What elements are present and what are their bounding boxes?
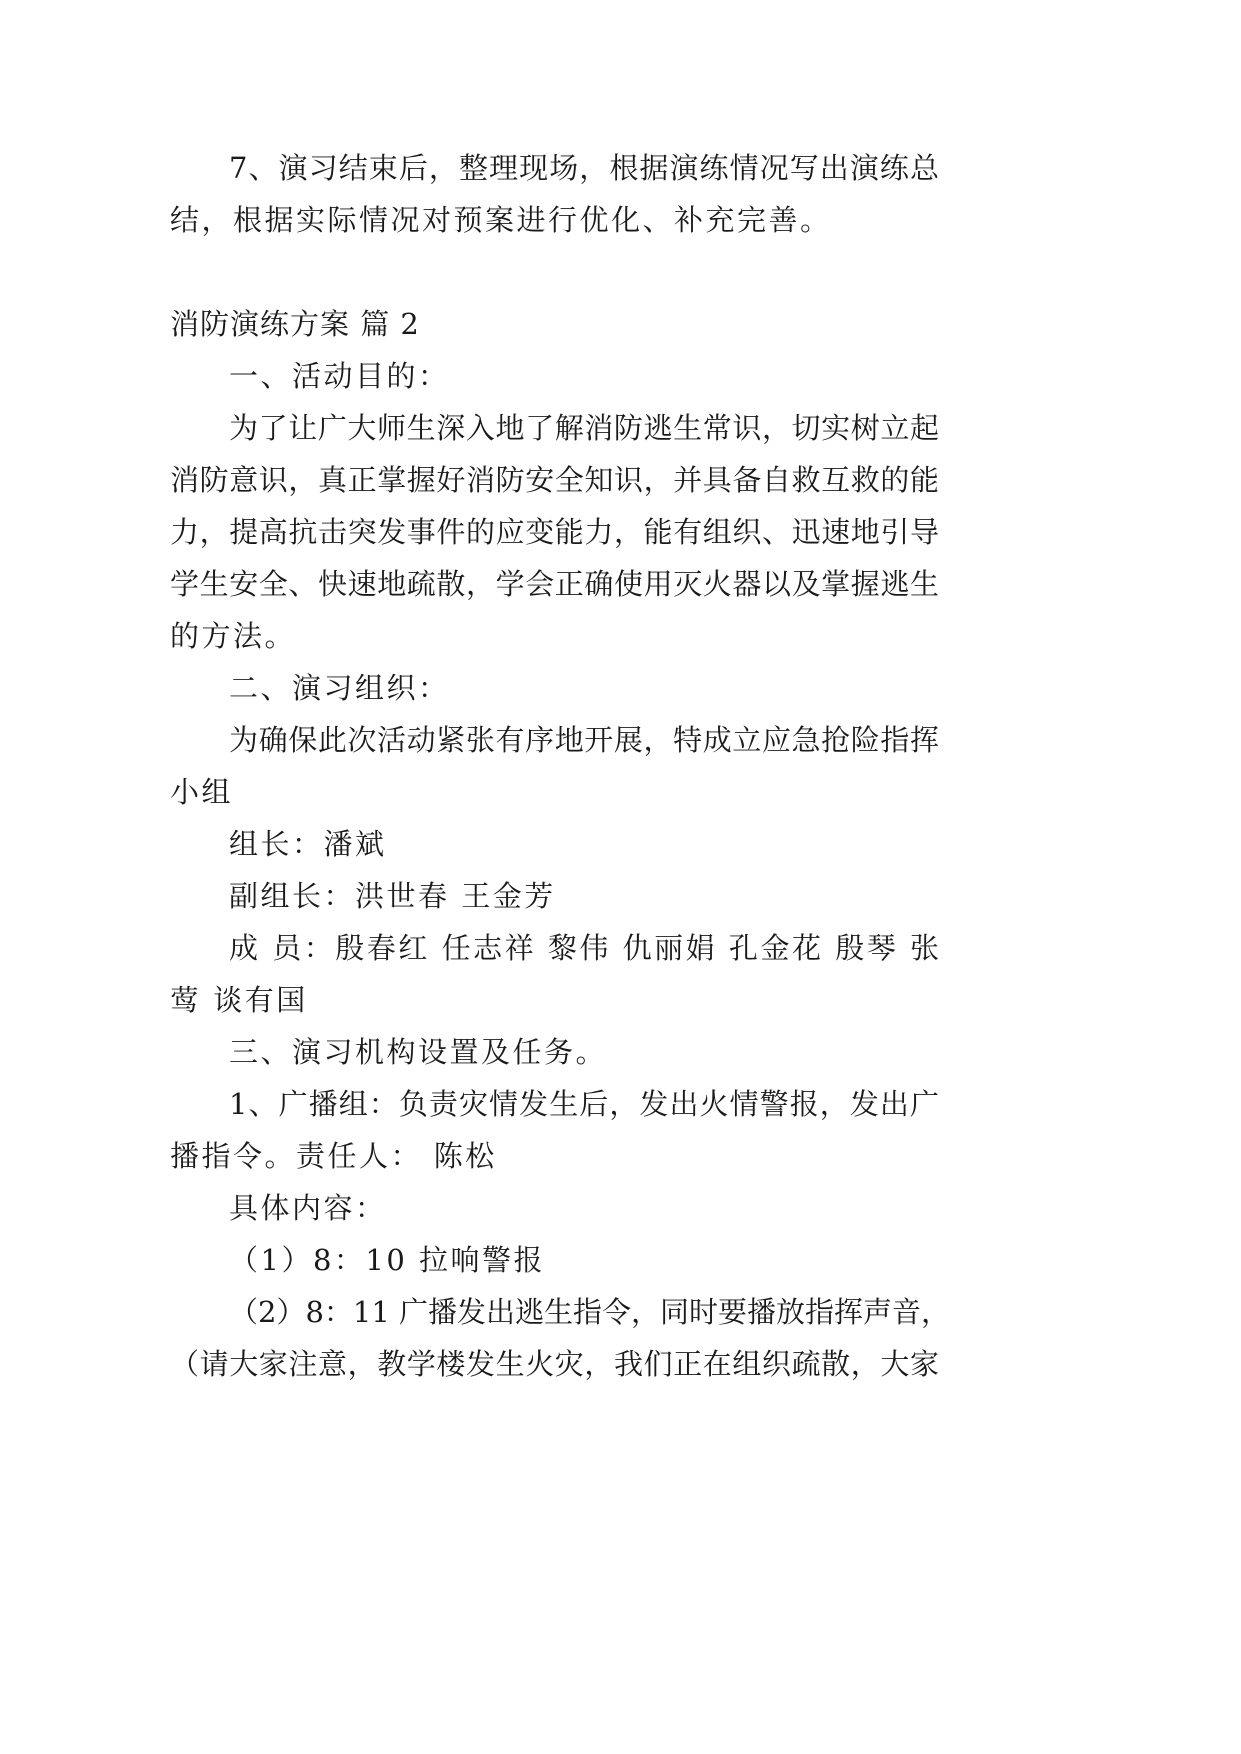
- broadcast-group-line-1: 1、广播组：负责灾情发生后，发出火情警报，发出广: [229, 1087, 939, 1121]
- members-line-2: 莺 谈有国: [170, 983, 308, 1017]
- paragraph-summary-line-1: 7、演习结束后，整理现场，根据演练情况写出演练总: [229, 151, 939, 185]
- leader-line: 组长：潘斌: [229, 827, 387, 861]
- deputy-leaders-line: 副组长：洪世春 王金芳: [229, 879, 556, 913]
- organization-body-line-1: 为确保此次活动紧张有序地开展，特成立应急抢险指挥: [229, 723, 939, 757]
- purpose-body-line-3: 力，提高抗击突发事件的应变能力，能有组织、迅速地引导: [170, 515, 939, 549]
- paragraph-summary-line-2: 结，根据实际情况对预案进行优化、补充完善。: [170, 203, 832, 237]
- organization-body-line-2: 小组: [170, 775, 234, 809]
- section-title: 消防演练方案 篇 2: [170, 307, 420, 341]
- organization-heading: 二、演习组织：: [229, 671, 450, 705]
- purpose-body-line-5: 的方法。: [170, 619, 297, 653]
- purpose-heading: 一、活动目的：: [229, 359, 450, 393]
- step-2-line-1: （2）8：11 广播发出逃生指令，同时要播放指挥声音，: [229, 1295, 951, 1329]
- purpose-body-line-4: 学生安全、快速地疏散，学会正确使用灭火器以及掌握逃生: [170, 567, 939, 601]
- details-label: 具体内容：: [229, 1191, 387, 1225]
- broadcast-group-line-2: 播指令。责任人： 陈松: [170, 1139, 497, 1173]
- members-line-1: 成 员：殷春红 任志祥 黎伟 仇丽娟 孔金花 殷琴 张: [229, 931, 939, 965]
- step-2-line-2: （请大家注意，教学楼发生火灾，我们正在组织疏散，大家: [170, 1347, 939, 1381]
- step-1-line: （1）8：10 拉响警报: [229, 1243, 546, 1277]
- purpose-body-line-1: 为了让广大师生深入地了解消防逃生常识，切实树立起: [229, 411, 939, 445]
- purpose-body-line-2: 消防意识，真正掌握好消防安全知识，并具备自救互救的能: [170, 463, 939, 497]
- structure-heading: 三、演习机构设置及任务。: [229, 1035, 608, 1069]
